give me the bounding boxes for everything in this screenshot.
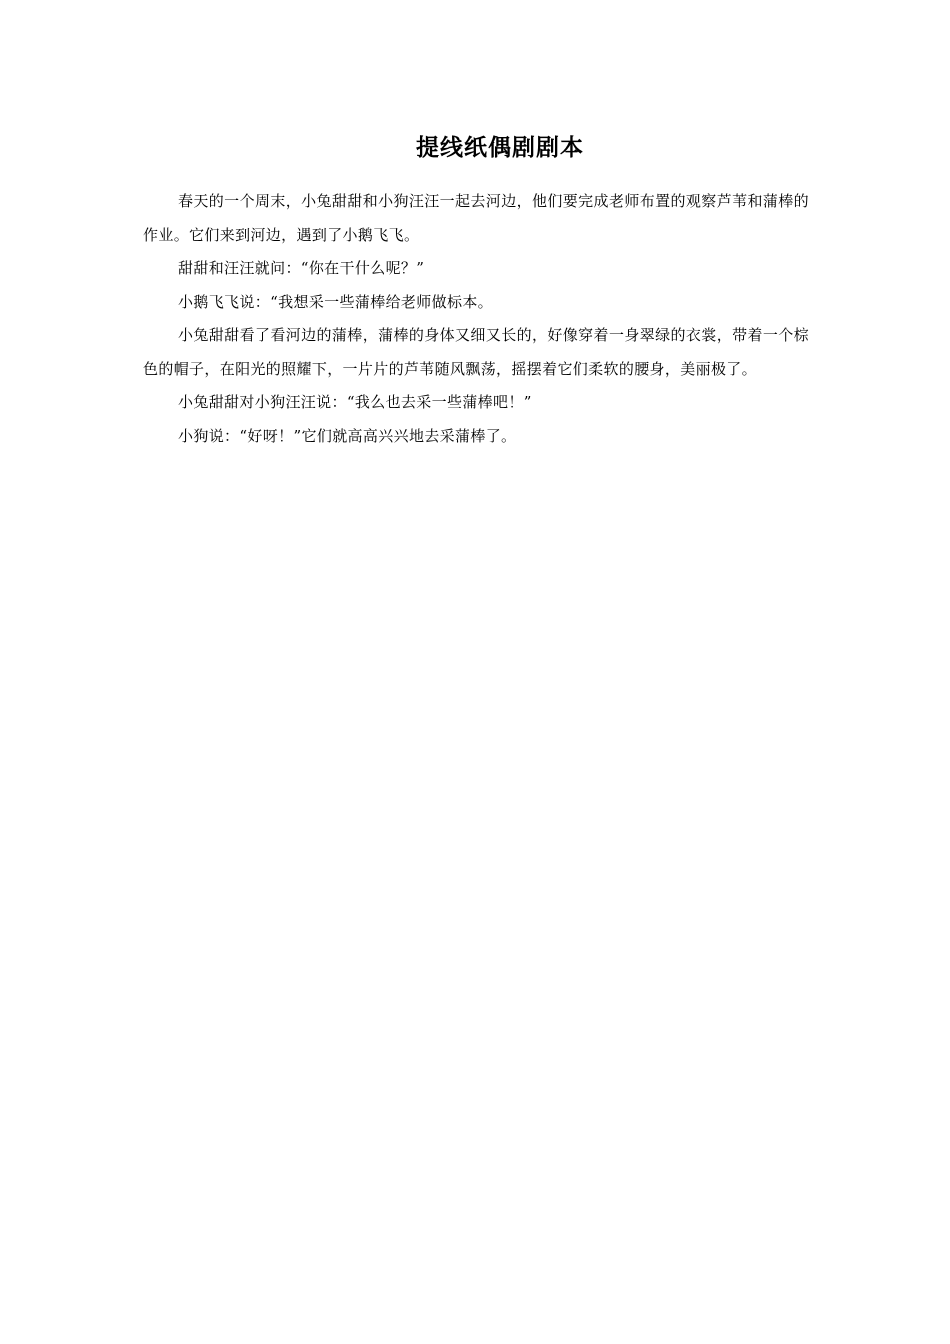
paragraph: 小兔甜甜看了看河边的蒲棒，蒲棒的身体又细又长的，好像穿着一身翠绿的衣裳，带着一个棕色的帽子，在阳光的照耀下，一片片的芦苇随风飘荡，摇摆着它们柔软的腰身，美丽极了。 — [143, 326, 809, 378]
paragraph: 小兔甜甜对小狗汪汪说：“我么也去采一些蒲棒吧！” — [178, 393, 532, 411]
paragraph: 小鹅飞飞说：“我想采一些蒲棒给老师做标本。 — [178, 292, 494, 311]
document-title: 提线纸偶剧剧本 — [416, 135, 584, 161]
paragraph: 甜甜和汪汪就问：“你在干什么呢？” — [178, 259, 425, 277]
document-body — [143, 185, 809, 453]
paragraph: 小狗说：“好呀！”它们就高高兴兴地去采蒲棒了。 — [178, 426, 517, 445]
paragraph: 春天的一个周末，小兔甜甜和小狗汪汪一起去河边，他们要完成老师布置的观察芦苇和蒲棒的作业。它们来到河边，遇到了小鹅飞飞。 — [143, 192, 809, 244]
